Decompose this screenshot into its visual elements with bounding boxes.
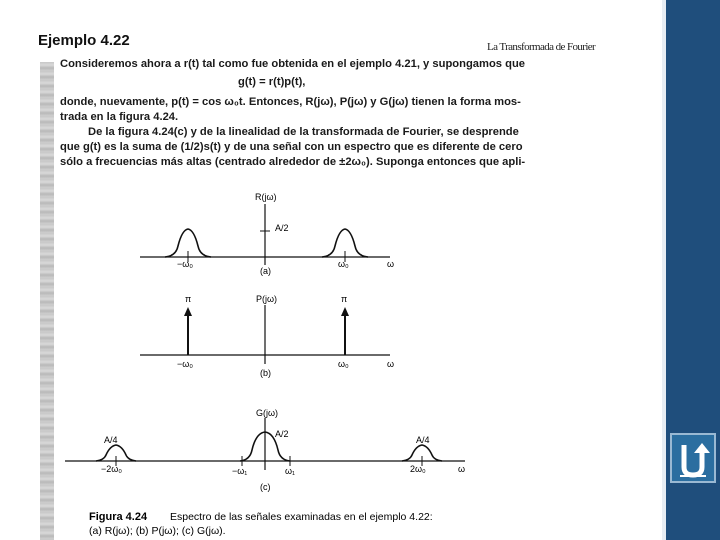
tick-label-b-2: ω	[387, 359, 395, 369]
caption-title: Figura 4.24	[89, 511, 148, 523]
ylabel-b: P(jω)	[256, 294, 278, 304]
impulse-label-right: π	[341, 294, 348, 304]
impulse-label-left: π	[185, 294, 192, 304]
caption-line-1: Espectro de las señales examinadas en el ejemplo 4.22:	[170, 511, 433, 523]
paragraph-line-5: que g(t) es la suma de (1/2)s(t) y de una señal con un espectro que es diferente de cero	[60, 141, 523, 153]
tick-label-a-2: ω	[387, 259, 395, 269]
peak-label-a: A/2	[275, 223, 289, 233]
return-button[interactable]	[670, 433, 716, 483]
sublabel-b: (b)	[260, 368, 271, 378]
example-title: Ejemplo 4.22	[38, 32, 130, 49]
paragraph-line-6: sólo a frecuencias más altas (centrado alrededor de ±2ω₀). Suponga entonces que apli-	[60, 156, 526, 168]
paragraph-line-3: trada en la figura 4.24.	[60, 111, 179, 123]
tick-label-c-4: ω	[458, 464, 466, 474]
tick-label-a-1: ω₀	[338, 259, 349, 269]
ylabel-a: R(jω)	[255, 192, 277, 202]
sublabel-c: (c)	[260, 482, 271, 492]
peak-label-c-center: A/2	[275, 429, 289, 439]
tick-label-c-1: −ω₁	[232, 466, 248, 476]
peak-label-c-left: A/4	[104, 435, 118, 445]
tick-label-c-3: 2ω₀	[410, 464, 426, 474]
tick-label-b-1: ω₀	[338, 359, 349, 369]
tick-label-a-0: −ω₀	[177, 259, 194, 269]
paragraph-line-4: De la figura 4.24(c) y de la linealidad de la transformada de Fourier, se desprende	[88, 126, 519, 138]
slide-title: La Transformada de Fourier	[487, 41, 596, 53]
equation-line: g(t) = r(t)p(t),	[238, 76, 306, 88]
subplot-c	[65, 408, 465, 492]
u-turn-arrow-icon	[672, 435, 714, 481]
impulse-right-arrowhead	[341, 307, 349, 316]
caption-line-2: (a) R(jω); (b) P(jω); (c) G(jω).	[89, 525, 226, 537]
paragraph-line-2: donde, nuevamente, p(t) = cos ω₀t. Entonces, R(jω), P(jω) y G(jω) tienen la forma mos-	[60, 96, 521, 108]
tick-label-c-0: −2ω₀	[101, 464, 123, 474]
peak-label-c-right: A/4	[416, 435, 430, 445]
sublabel-a: (a)	[260, 266, 271, 276]
tick-label-c-2: ω₁	[285, 466, 296, 476]
ylabel-c: G(jω)	[256, 408, 279, 418]
tick-label-b-0: −ω₀	[177, 359, 194, 369]
impulse-left-arrowhead	[184, 307, 192, 316]
subplot-a	[140, 192, 394, 276]
paragraph-line-1: Consideremos ahora a r(t) tal como fue obtenida en el ejemplo 4.21, y supongamos que	[60, 58, 526, 70]
subplot-b	[140, 294, 394, 378]
